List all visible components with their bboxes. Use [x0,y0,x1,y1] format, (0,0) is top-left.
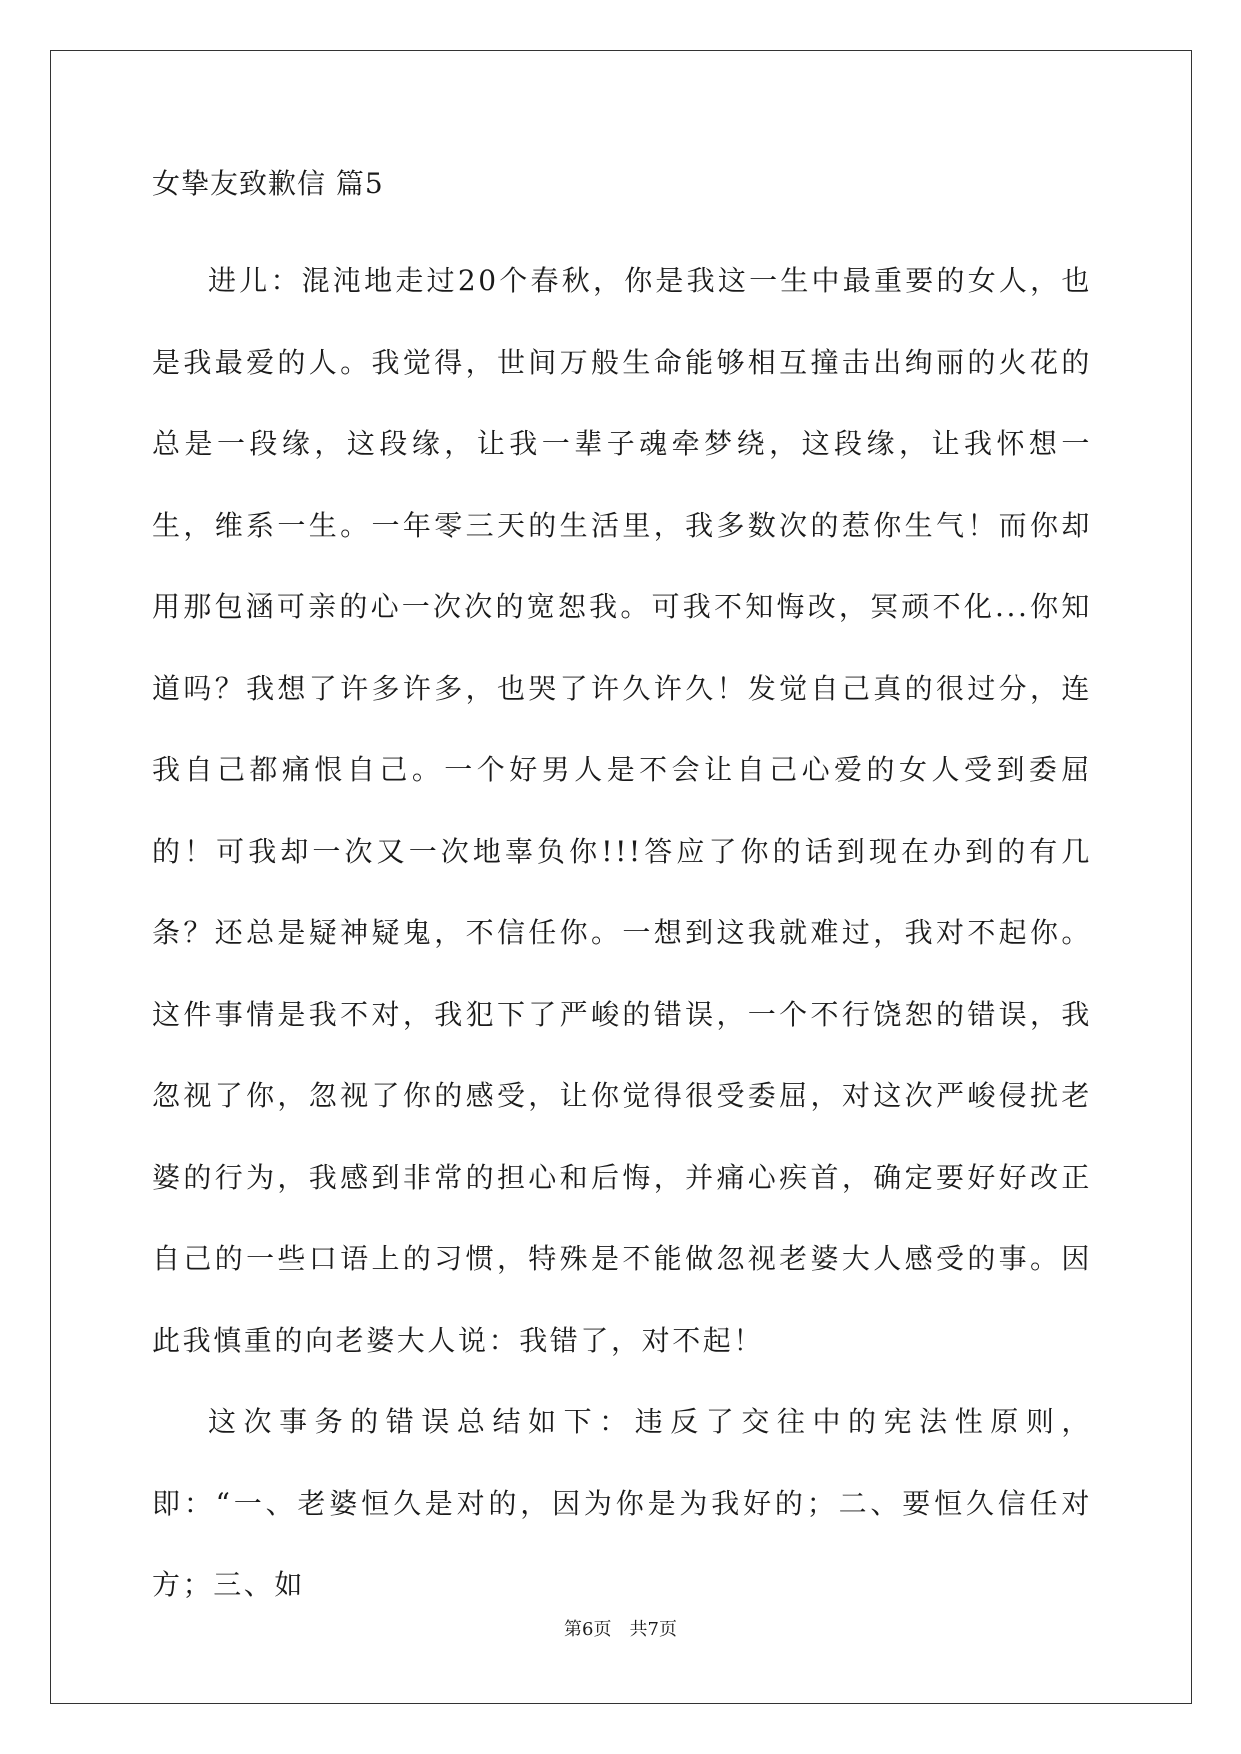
paragraph-error-summary: 这次事务的错误总结如下：违反了交往中的宪法性原则，即：“一、老婆恒久是对的，因为你是为我好的；二、要恒久信任对方；三、如 [152,1405,1092,1601]
page-total: 共7页 [629,1619,677,1640]
paragraph-apology: 进儿：混沌地走过20个春秋，你是我这一生中最重要的女人，也是我最爱的人。我觉得，世间万般生命能够相互撞击出绚丽的火花的总是一段缘，这段缘，让我一辈子魂牵梦绕，这段缘，让我怀想一生，维系一生。一年零三天的生活里，我多数次的惹你生气！而你却用那包涵可亲的心一次次的宽恕我。可我不知悔改，冥顽不化...你知道吗？我想了许多许多，也哭了许久许久！发觉自己真的很过分，连我自己都痛恨自己。一个好男人是不会让自己心爱的女人受到委屈的！可我却一次又一次地辜负你!!!答应了你的话到现在办到的有几条？还总是疑神疑鬼，不信任你。一想到这我就难过，我对不起你。这件事情是我不对，我犯下了严峻的错误，一个不行饶恕的错误，我忽视了你，忽视了你的感受，让你觉得很受委屈，对这次严峻侵扰老婆的行为，我感到非常的担心和后悔，并痛心疾首，确定要好好改正自己的一些口语上的习惯，特殊是不能做忽视老婆大人感受的事。因此我慎重的向老婆大人说：我错了，对不起！ [152,264,1092,1357]
document-title: 女挚友致歉信 篇5 [152,167,384,200]
page-number: 第6页 [564,1619,612,1640]
document-body [152,158,1092,1626]
page-footer [0,1618,1241,1642]
